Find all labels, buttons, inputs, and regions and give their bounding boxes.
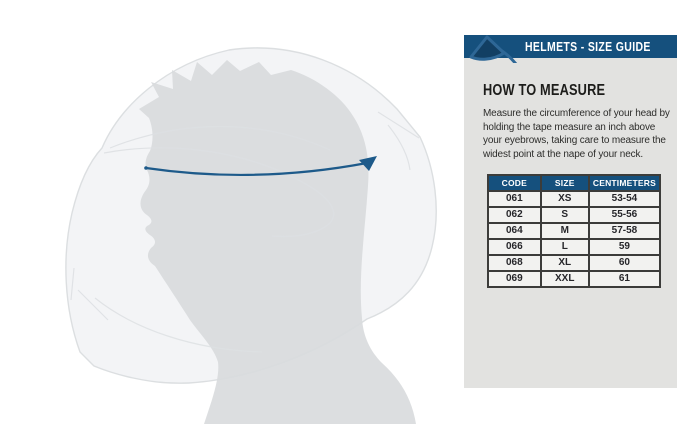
cell-code: 062 <box>488 207 541 223</box>
cell-centimeters: 57-58 <box>589 223 660 239</box>
table-row <box>488 255 660 271</box>
column-header-centimeters: CENTIMETERS <box>589 175 660 191</box>
panel-header-bar <box>464 35 677 58</box>
cell-code: 069 <box>488 271 541 287</box>
cell-size: M <box>541 223 589 239</box>
panel-body <box>464 58 677 388</box>
cell-code: 068 <box>488 255 541 271</box>
table-row <box>488 191 660 207</box>
panel-title: HELMETS - SIZE GUIDE <box>524 39 651 54</box>
brand-logo-icon <box>466 33 518 63</box>
table-row <box>488 239 660 255</box>
cell-centimeters: 53-54 <box>589 191 660 207</box>
cell-centimeters: 59 <box>589 239 660 255</box>
column-header-code: CODE <box>488 175 541 191</box>
section-instructions: Measure the circumference of your head by holding the tape measure an inch above your eyebrows, taking care to measure the widest point at the nape of your neck. <box>483 108 670 160</box>
size-guide-panel <box>464 35 677 388</box>
cell-centimeters: 55-56 <box>589 207 660 223</box>
table-row <box>488 223 660 239</box>
cell-size: XL <box>541 255 589 271</box>
cell-code: 066 <box>488 239 541 255</box>
size-table <box>487 174 661 288</box>
cell-code: 064 <box>488 223 541 239</box>
column-header-size: SIZE <box>541 175 589 191</box>
table-row <box>488 271 660 287</box>
cell-size: XS <box>541 191 589 207</box>
cell-centimeters: 61 <box>589 271 660 287</box>
cell-size: XXL <box>541 271 589 287</box>
cell-centimeters: 60 <box>589 255 660 271</box>
cell-code: 061 <box>488 191 541 207</box>
cell-size: L <box>541 239 589 255</box>
cell-size: S <box>541 207 589 223</box>
size-table-header-row <box>488 175 660 191</box>
section-title: HOW TO MEASURE <box>483 82 606 99</box>
tape-start-dot <box>144 166 148 170</box>
table-row <box>488 207 660 223</box>
